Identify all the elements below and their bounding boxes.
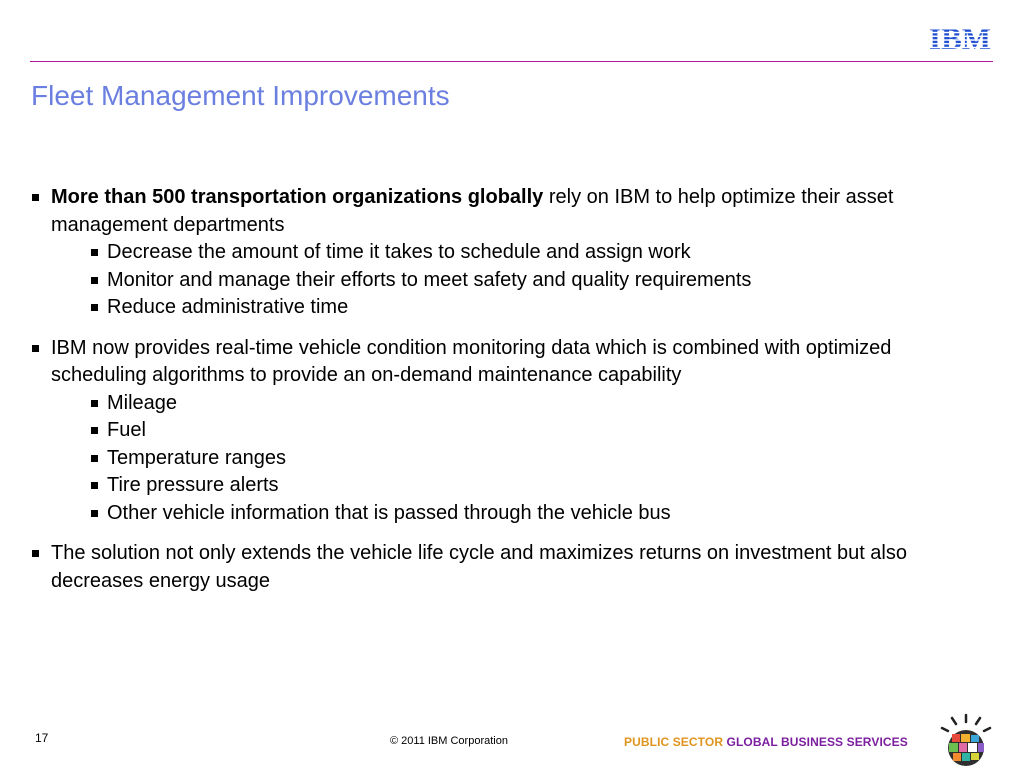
sub-bullet bbox=[51, 390, 992, 418]
bullet-bold-text: More than 500 transportation organizations globally bbox=[51, 186, 544, 208]
bullet bbox=[32, 335, 992, 528]
sub-bullet bbox=[51, 500, 992, 528]
ibm-logo bbox=[925, 22, 995, 52]
bullet-square-icon bbox=[91, 510, 98, 517]
ibm-logo-text: IBM bbox=[929, 22, 991, 52]
sub-bullet-text: Fuel bbox=[107, 419, 146, 441]
brand-part1: PUBLIC SECTOR bbox=[624, 735, 724, 749]
brand-tagline bbox=[624, 735, 908, 749]
bullet-square-icon bbox=[32, 550, 39, 557]
smarter-planet-emblem-icon bbox=[938, 712, 994, 768]
bullet-square-icon bbox=[91, 455, 98, 462]
bullet-square-icon bbox=[91, 304, 98, 311]
sub-bullet bbox=[51, 239, 992, 267]
sub-bullet-text: Mileage bbox=[107, 391, 178, 414]
bullet-square-icon bbox=[91, 482, 98, 489]
sub-bullet bbox=[51, 445, 992, 473]
header-rule bbox=[30, 61, 993, 62]
page-number: 17 bbox=[35, 731, 49, 745]
sub-bullet bbox=[51, 294, 992, 322]
bullet-square-icon bbox=[91, 427, 98, 434]
bullet-square-icon bbox=[32, 345, 39, 352]
sub-bullet-text: Decrease the amount of time it takes to schedule and assign work bbox=[107, 241, 691, 263]
bullet-square-icon bbox=[91, 400, 98, 407]
bullet-text: IBM now provides real-time vehicle condition monitoring data which is combined with optimized scheduling algorithms to provide an on-demand maintenance capability bbox=[51, 336, 892, 386]
sub-bullet-text: Other vehicle information that is passed through the vehicle bus bbox=[107, 501, 671, 524]
bullet-square-icon bbox=[91, 277, 98, 284]
sub-bullet bbox=[51, 417, 992, 445]
sub-bullet bbox=[51, 267, 992, 295]
sub-bullet bbox=[51, 472, 992, 500]
bullet-square-icon bbox=[32, 194, 39, 201]
sub-bullet-text: Tire pressure alerts bbox=[107, 474, 279, 496]
slide-title: Fleet Management Improvements bbox=[31, 80, 450, 111]
brand-part2: GLOBAL BUSINESS SERVICES bbox=[726, 735, 908, 749]
bullet-square-icon bbox=[91, 249, 98, 256]
bullet-text: rely on IBM to help optimize their asset management departments bbox=[51, 186, 894, 236]
bullet-text: The solution not only extends the vehicle life cycle and maximizes returns on investment but also decreases energy usage bbox=[51, 542, 907, 592]
bullet bbox=[32, 540, 992, 595]
slide-body bbox=[32, 184, 992, 608]
copyright: © 2011 IBM Corporation bbox=[390, 735, 508, 747]
sub-bullet-text: Reduce administrative time bbox=[107, 296, 349, 318]
sub-bullet-text: Temperature ranges bbox=[107, 446, 286, 469]
bullet bbox=[32, 184, 992, 322]
sub-bullet-text: Monitor and manage their efforts to meet safety and quality requirements bbox=[107, 268, 752, 291]
